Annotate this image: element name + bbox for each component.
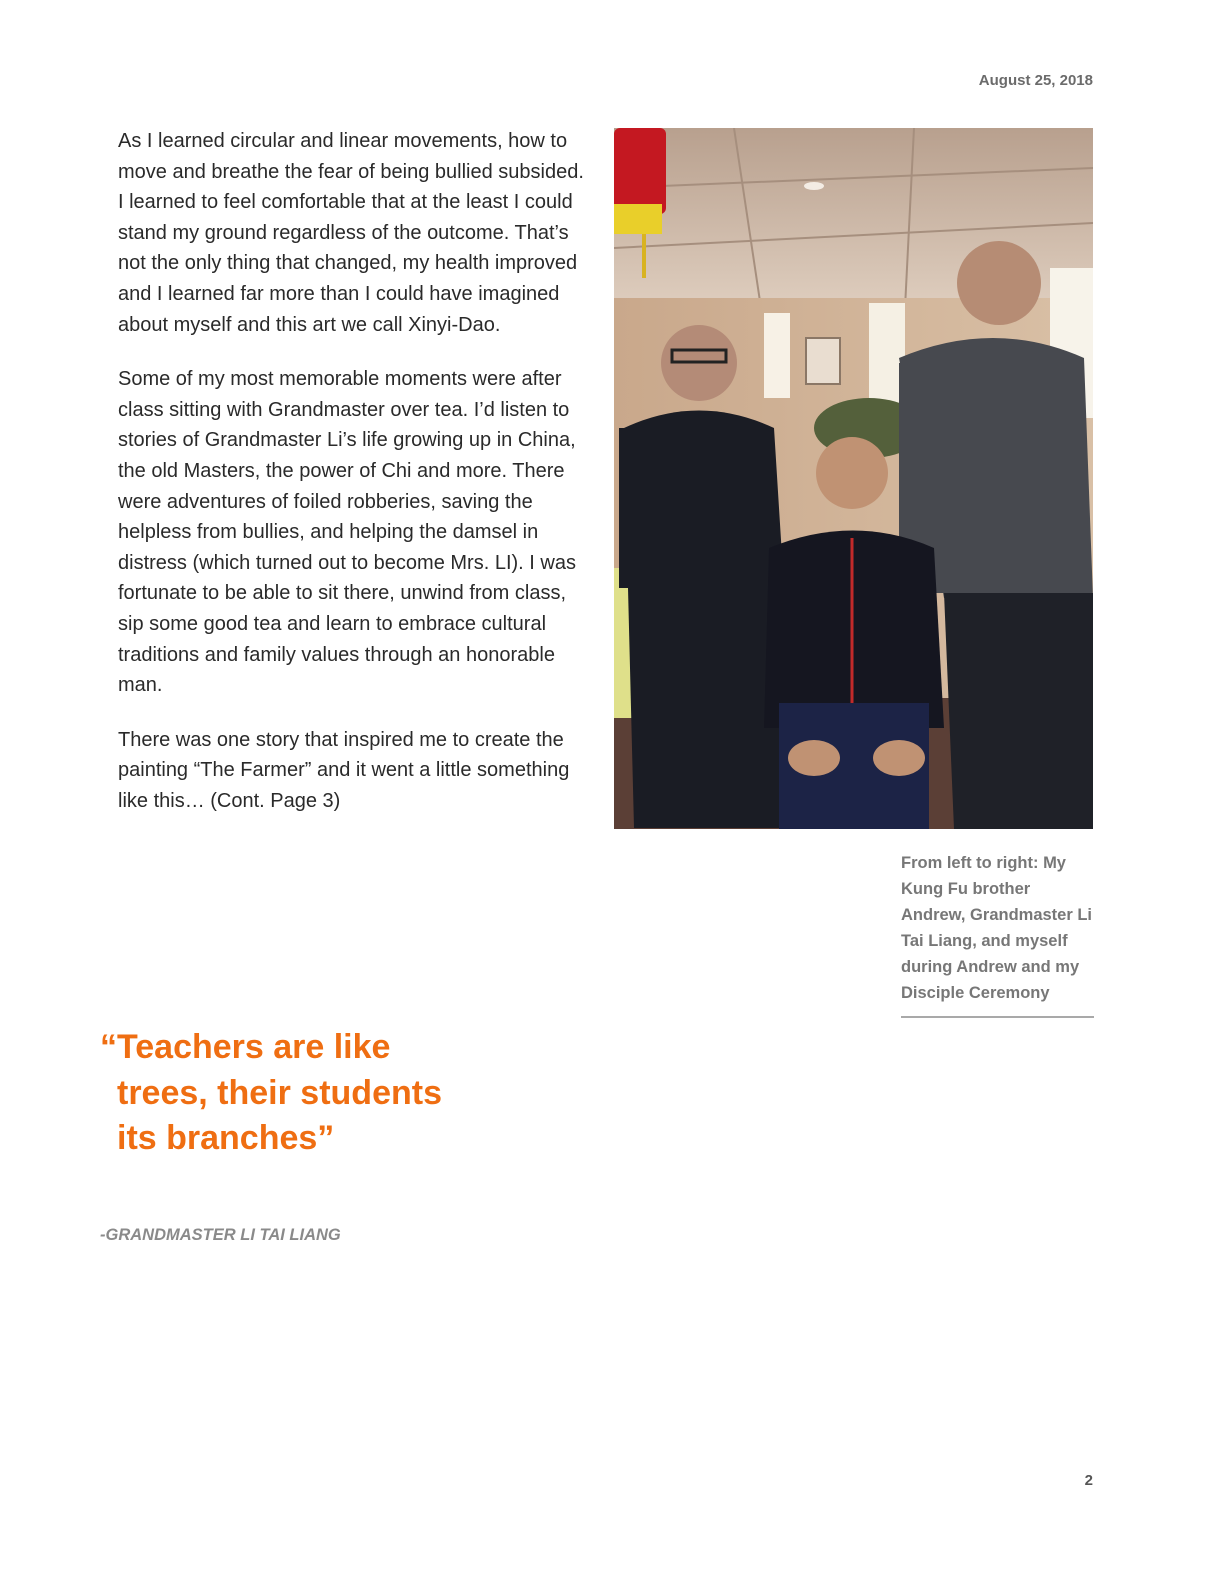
page-date: August 25, 2018 xyxy=(978,72,1093,89)
article-paragraph: As I learned circular and linear movements, how to move and breathe the fear of being bullied subsided. I learned to feel comfortable that at the least I could stand my ground regardless of the outcome. That’s not the only thing that changed, my health improved and I learned far more than I could have imagined about myself and this art we call Xinyi-Dao. xyxy=(118,130,584,336)
quote-attribution: -GRANDMASTER LI TAI LIANG xyxy=(100,1226,341,1244)
article-paragraph: There was one story that inspired me to create the painting “The Farmer” and it went a little something like this… (Cont. Page 3) xyxy=(118,728,570,812)
article-body xyxy=(118,126,594,840)
photo-caption: From left to right: My Kung Fu brother Andrew, Grandmaster Li Tai Liang, and myself during Andrew and my Disciple Ceremony xyxy=(901,850,1094,1018)
article-paragraph: Some of my most memorable moments were after class sitting with Grandmaster over tea. I’d listen to stories of Grandmaster Li’s life growing up in China, the old Masters, the power of Chi and more. There were adventures of foiled robberies, saving the helpless from bullies, and helping the damsel in distress (which turned out to become Mrs. LI). I was fortunate to be able to sit there, unwind from class, sip some good tea and learn to embrace cultural traditions and family values through an honorable man. xyxy=(118,368,576,697)
page-number: 2 xyxy=(1084,1472,1093,1489)
pull-quote: “Teachers are like trees, their students its branches” xyxy=(100,1028,442,1157)
group-photo xyxy=(614,128,1093,829)
